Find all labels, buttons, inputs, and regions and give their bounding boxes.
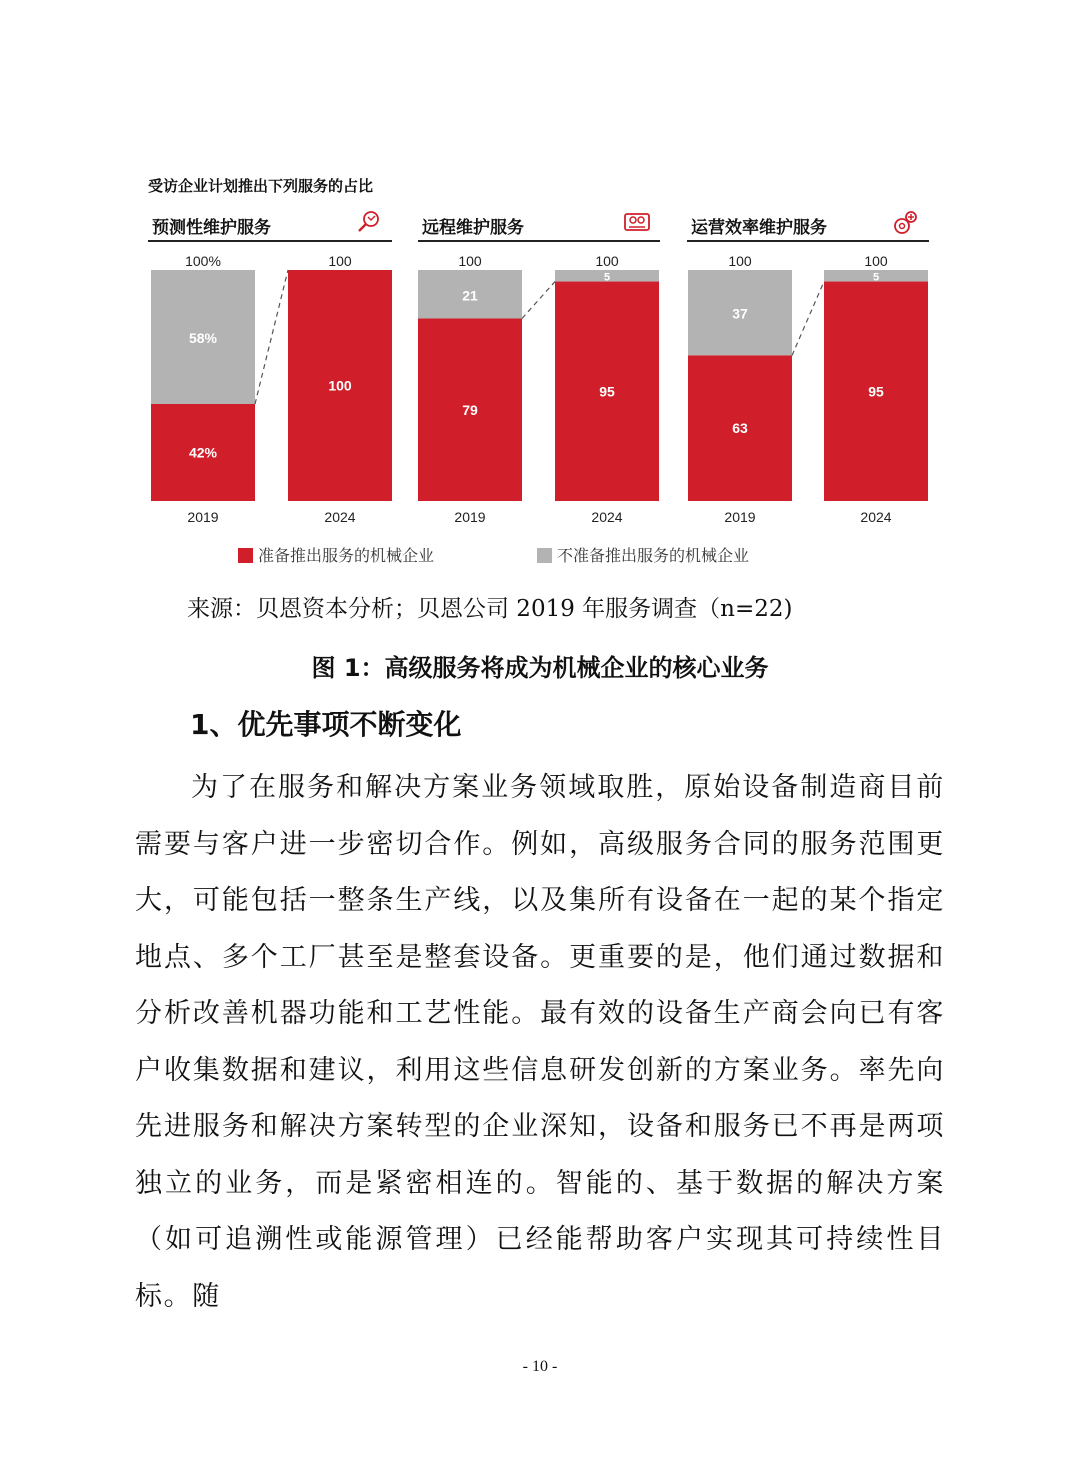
panel-title: 远程维护服务	[422, 218, 524, 238]
wrench-magnifier-icon	[354, 208, 384, 238]
bar-total-label: 100	[458, 253, 482, 269]
bar-value-label: 63	[732, 420, 748, 437]
bar-total-label: 100	[864, 253, 888, 269]
panel-title: 运营效率维护服务	[691, 218, 827, 238]
legend-item-ready	[238, 543, 434, 566]
chart-title: 受访企业计划推出下列服务的占比	[148, 177, 374, 195]
bar-value-label: 58%	[188, 329, 218, 346]
x-tick-label: 2024	[591, 509, 623, 525]
bar-total-label: 100%	[185, 253, 221, 269]
bar-value-label: 42%	[188, 444, 218, 461]
panel-header-remote	[418, 210, 660, 242]
bar-value-label: 5	[603, 271, 611, 284]
bar-total-label: 100	[595, 253, 619, 269]
panel-title: 预测性维护服务	[152, 218, 271, 238]
figure-caption: 图 1：高级服务将成为机械企业的核心业务	[311, 654, 769, 682]
body-paragraph: 为了在服务和解决方案业务领域取胜，原始设备制造商目前需要与客户进一步密切合作。例如，高级服务合同的服务范围更大，可能包括一整条生产线，以及集所有设备在一起的某个指定地点、多个工厂甚至是整套设备。更重要的是，他们通过数据和分析改善机器功能和工艺性能。最有效的设备生产商会向已有客户收集数据和建议，利用这些信息研发创新的方案业务。率先向先进服务和解决方案转型的企业深知，设备和服务已不再是两项独立的业务，而是紧密相连的。智能的、基于数据的解决方案（如可追溯性或能源管理）已经能帮助客户实现其可持续性目标。随	[135, 772, 945, 1312]
bar-value-label: 37	[732, 305, 748, 322]
remote-screen-icon	[622, 208, 652, 238]
legend-swatch	[537, 548, 552, 563]
x-tick-label: 2019	[187, 509, 219, 525]
legend-label: 不准备推出服务的机械企业	[557, 546, 750, 565]
x-tick-label: 2024	[324, 509, 356, 525]
bar-value-label: 21	[462, 287, 478, 304]
stacked-bar-charts	[0, 240, 1080, 540]
bar-total-label: 100	[728, 253, 752, 269]
bar-value-label: 5	[872, 271, 880, 284]
legend-swatch	[238, 548, 253, 563]
x-tick-label: 2019	[454, 509, 486, 525]
connector-line	[522, 282, 555, 319]
legend-label: 准备推出服务的机械企业	[258, 546, 435, 565]
x-tick-label: 2019	[724, 509, 756, 525]
section-heading: 1、优先事项不断变化	[190, 708, 462, 741]
gears-icon	[891, 208, 921, 238]
source-note: 来源：贝恩资本分析；贝恩公司 2019 年服务调查（n=22)	[187, 596, 793, 622]
panel-header-predictive	[148, 210, 392, 242]
bar-value-label: 79	[462, 401, 478, 418]
bar-total-label: 100	[328, 253, 352, 269]
panel-header-efficiency	[687, 210, 929, 242]
bar-value-label: 95	[599, 383, 615, 400]
x-tick-label: 2024	[860, 509, 892, 525]
bar-value-label: 100	[328, 377, 352, 394]
connector-line	[792, 282, 824, 356]
connector-line	[255, 270, 288, 404]
page-number: - 10 -	[522, 1358, 558, 1375]
bar-value-label: 95	[868, 383, 884, 400]
legend-item-not-ready	[537, 543, 749, 566]
